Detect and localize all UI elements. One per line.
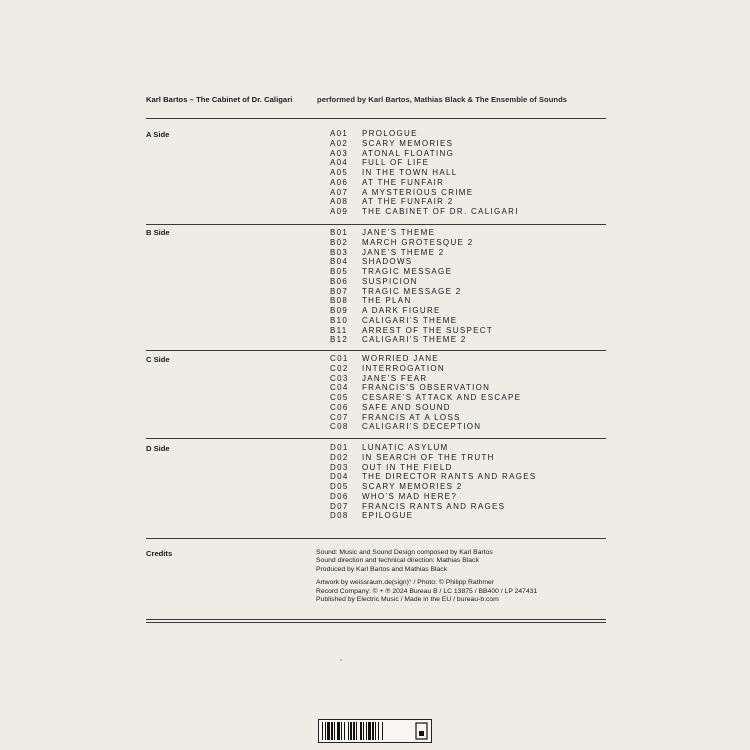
track-title: FRANCIS AT A LOSS [362,412,461,422]
track-title: EPILOGUE [362,511,414,521]
track-title: IN THE TOWN HALL [362,168,458,177]
track-number: C02 [330,363,349,373]
track-number: A09 [330,207,349,216]
track-row [330,197,519,207]
barcode-bar [341,722,342,740]
tracklist-a [330,129,519,217]
track-title: THE DIRECTOR RANTS AND RAGES [362,472,537,482]
track-number: C04 [330,383,349,393]
tracklist-c [330,354,521,432]
barcode-bar [322,722,323,740]
speck-mark [340,659,342,661]
track-title: SHADOWS [362,257,413,267]
track-row [330,374,521,384]
track-number: D02 [330,452,349,462]
track-number: C03 [330,373,349,383]
credit-line: Produced by Karl Bartos and Mathias Black [316,565,448,573]
divider-bottom [146,619,606,623]
track-row [330,267,493,277]
track-title: IN SEARCH OF THE TRUTH [362,452,495,462]
barcode-bar [348,722,349,740]
track-number: B10 [330,315,349,325]
tracklist-d [330,443,537,521]
track-title: A MYSTERIOUS CRIME [362,187,474,197]
track-number: B11 [330,325,348,335]
track-number: A01 [330,129,349,138]
track-number: C05 [330,393,349,402]
track-number: A03 [330,148,349,158]
track-row [330,248,493,258]
side-label-a: A Side [146,130,170,139]
side-label-b: B Side [146,228,170,237]
track-row [330,188,519,198]
track-number: B12 [330,335,349,345]
divider-c-d [146,438,606,439]
credits-text [316,549,606,609]
track-title: CALIGARI’S THEME 2 [362,335,467,345]
track-row [330,158,519,168]
track-title: THE CABINET OF DR. CALIGARI [362,207,519,216]
track-number: C07 [330,412,349,422]
track-title: ARREST OF THE SUSPECT [362,325,494,335]
barcode-bar [375,722,376,740]
barcode-bar [334,722,335,740]
side-label-c: C Side [146,355,170,364]
track-row [330,403,521,413]
track-number: B01 [330,228,349,237]
track-title: A DARK FIGURE [362,306,441,315]
barcode-bar [372,722,374,740]
track-row [330,492,537,502]
track-number: D03 [330,462,349,472]
album-title: Karl Bartos – The Cabinet of Dr. Caligari [146,95,293,104]
track-row [330,364,521,374]
track-row [330,482,537,492]
track-title: CALIGARI’S DECEPTION [362,422,482,432]
credit-line: Record Company: © + ℗ 2024 Bureau B / LC 13875 / BB400 / LP 247431 [316,587,538,595]
barcode-bar [368,722,371,740]
track-row [330,316,493,326]
barcode-bar [356,722,357,740]
track-row [330,443,537,453]
credits-sound-block [316,549,606,574]
credits-label-block [316,579,606,604]
label-logo-mark [419,731,424,736]
divider-d-credits [146,538,606,539]
track-title: SCARY MEMORIES [362,138,454,148]
track-number: B08 [330,296,349,306]
track-number: D07 [330,501,349,511]
track-number: B07 [330,286,349,296]
track-title: CALIGARI’S THEME [362,315,458,325]
track-number: B09 [330,306,349,315]
barcode [318,719,432,743]
track-row [330,257,493,267]
track-number: B06 [330,276,349,286]
tracklist-b [330,228,493,345]
track-row [330,383,521,393]
track-number: A07 [330,187,349,197]
track-row [330,207,519,217]
divider-b-c [146,350,606,351]
barcode-bar [331,722,333,740]
credits-label: Credits [146,549,173,558]
track-number: B02 [330,237,349,247]
track-number: D06 [330,491,349,501]
track-row [330,168,519,178]
track-row [330,228,493,238]
track-number: A06 [330,177,349,187]
barcode-bar [378,722,379,740]
track-title: WORRIED JANE [362,354,439,363]
barcode-bar [363,722,364,740]
credit-line: Artwork by weissraum.de(sign)° / Photo: © Philipp Rathmer [316,579,495,587]
track-number: B03 [330,247,349,257]
credit-line: Sound direction and technical direction: Mathias Black [316,557,479,565]
track-number: A05 [330,168,349,177]
track-title: PROLOGUE [362,129,418,138]
track-title: FULL OF LIFE [362,158,430,168]
track-row [330,277,493,287]
divider-top [146,118,606,119]
track-title: THE PLAN [362,296,412,306]
track-title: TRAGIC MESSAGE 2 [362,286,462,296]
credit-line: Sound: Music and Sound Design composed by Karl Bartos [316,549,493,556]
track-number: A02 [330,138,349,148]
track-title: SAFE AND SOUND [362,402,451,412]
track-row [330,149,519,159]
barcode-bar [366,722,367,740]
track-row [330,129,519,139]
track-number: D05 [330,482,349,491]
track-number: C06 [330,402,349,412]
track-row [330,238,493,248]
track-title: JANE’S THEME [362,228,436,237]
track-row [330,335,493,345]
track-number: A04 [330,158,349,168]
track-row [330,354,521,364]
track-number: D01 [330,443,349,452]
track-number: C08 [330,422,349,432]
track-title: WHO’S MAD HERE? [362,491,458,501]
barcode-bar [325,722,326,740]
track-number: B04 [330,257,349,267]
track-number: D04 [330,472,349,482]
track-row [330,326,493,336]
track-row [330,296,493,306]
track-title: JANE’S THEME 2 [362,247,445,257]
credit-line: Published by Electric Music / Made in the EU / bureau-b.com [316,596,499,604]
track-number: A08 [330,197,349,207]
barcode-bar [360,722,362,740]
track-row [330,413,521,423]
track-number: C01 [330,354,349,363]
track-row [330,511,537,521]
track-title: CESARE’S ATTACK AND ESCAPE [362,393,522,402]
divider-a-b [146,224,606,225]
track-title: SUSPICION [362,276,418,286]
track-title: SCARY MEMORIES 2 [362,482,463,491]
track-row [330,453,537,463]
barcode-bar [350,722,352,740]
track-row [330,422,521,432]
track-row [330,139,519,149]
track-title: AT THE FUNFAIR [362,177,445,187]
track-number: B05 [330,267,349,276]
track-row [330,287,493,297]
barcode-bar [344,722,345,740]
performer-credit: performed by Karl Bartos, Mathias Black & The Ensemble of Sounds [317,95,568,104]
barcode-bar [353,722,355,740]
track-title: ATONAL FLOATING [362,148,455,158]
track-row [330,306,493,316]
track-title: INTERROGATION [362,363,445,373]
barcode-graphic [319,720,431,742]
track-title: AT THE FUNFAIR 2 [362,197,454,207]
track-title: LUNATIC ASYLUM [362,443,449,452]
track-title: TRAGIC MESSAGE [362,267,453,276]
track-row [330,178,519,188]
barcode-bar [382,722,383,740]
track-row [330,472,537,482]
track-title: MARCH GROTESQUE 2 [362,237,474,247]
track-number: D08 [330,511,349,521]
side-label-d: D Side [146,444,170,453]
track-row [330,502,537,512]
track-title: JANE’S FEAR [362,373,428,383]
track-title: OUT IN THE FIELD [362,462,453,472]
track-title: FRANCIS RANTS AND RAGES [362,501,506,511]
barcode-bar [327,722,330,740]
track-row [330,463,537,473]
track-row [330,393,521,403]
barcode-bar [337,722,340,740]
track-title: FRANCIS’S OBSERVATION [362,383,491,393]
